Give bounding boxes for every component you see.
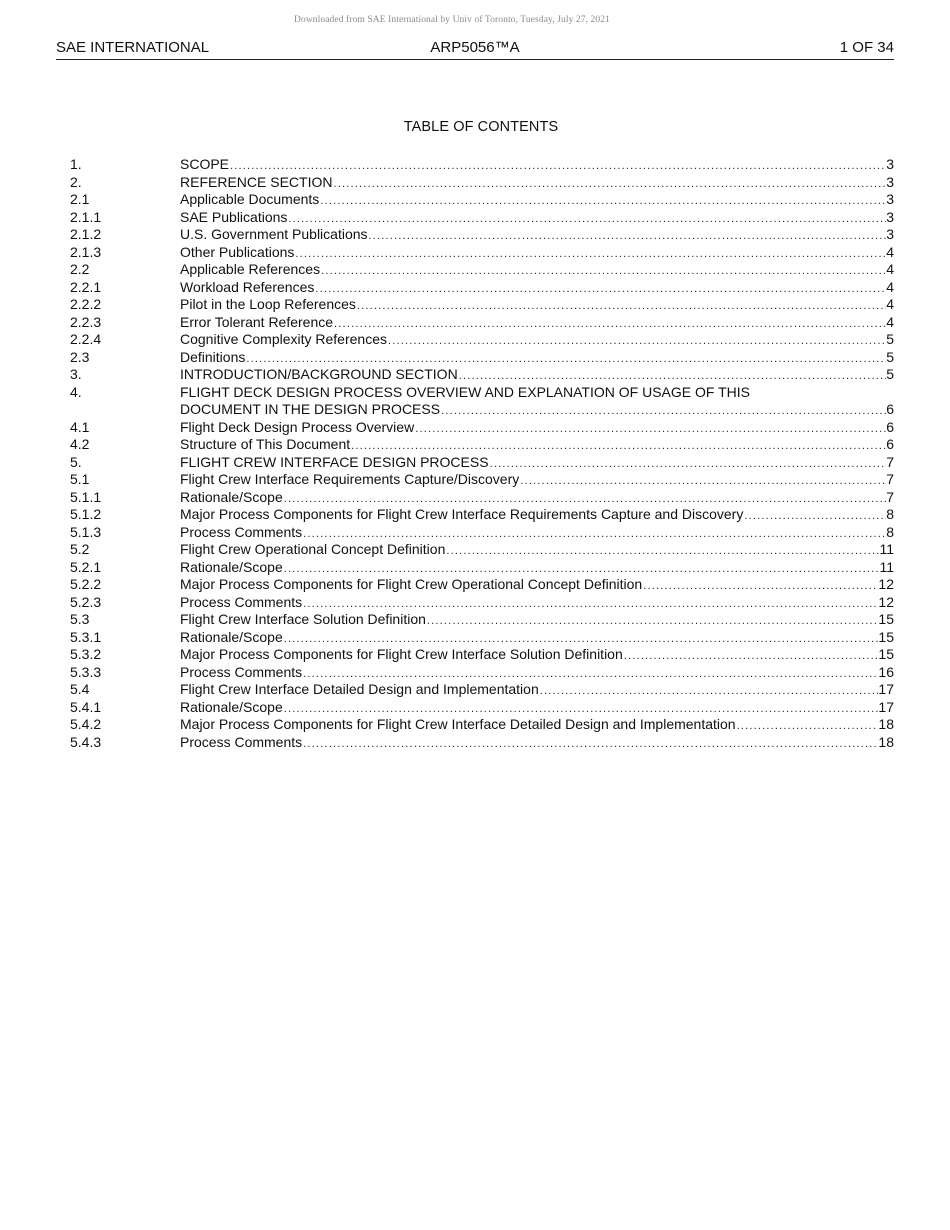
header-publisher: SAE INTERNATIONAL [56,39,210,56]
toc-entry-page: 4 [886,313,894,330]
toc-entry-number: 5.1.1 [70,488,102,505]
toc-entry-title: Error Tolerant Reference [180,313,334,330]
toc-entry-title: Rationale/Scope [180,628,283,645]
toc-entry-page: 3 [886,191,894,207]
toc-entry[interactable] [70,646,894,664]
toc-entry[interactable] [70,681,894,699]
toc-entry[interactable] [70,664,894,682]
toc-entry-page: 18 [878,716,894,732]
toc-entry-title: Process Comments [180,523,303,540]
toc-entry-page: 6 [886,436,894,452]
toc-entry[interactable] [70,384,894,419]
toc-entry-number: 4. [70,383,82,400]
toc-entry-number: 5.2.2 [70,576,102,592]
toc-entry-title: Flight Crew Interface Detailed Design and Implementation [180,681,539,697]
toc-entry-title: Flight Crew Operational Concept Definition [180,541,446,557]
toc-entry-page: 5 [886,331,894,347]
toc-entry-number: 5.1.3 [70,523,102,540]
toc-entry-number: 2.1.2 [70,226,102,242]
toc-entry-page: 3 [886,156,894,172]
toc-entry-number: 2.3 [70,348,90,365]
toc-entry-number: 5.2 [70,541,90,557]
toc-entry[interactable] [70,611,894,629]
toc-entry[interactable] [70,156,894,174]
toc-entry-title: Major Process Components for Flight Crew Interface Requirements Capture and Discovery [180,506,744,522]
toc-entry-number: 2.2.4 [70,331,102,347]
toc-entry-page: 18 [878,733,894,750]
toc-entry-page: 3 [886,208,894,225]
toc-entry-number: 3. [70,366,82,382]
toc-entry-title: Definitions [180,348,246,365]
toc-entry-title: Rationale/Scope [180,558,283,575]
toc-entry-page: 4 [886,278,894,295]
toc-entry-page: 6 [886,401,894,417]
toc-entry-body [180,734,894,754]
toc-entry[interactable] [70,419,894,437]
toc-entry-title: U.S. Government Publications [180,226,368,242]
toc-entry-page: 11 [879,558,894,575]
toc-entry-number: 2.1.3 [70,243,102,260]
toc-entry-number: 5.4.3 [70,733,102,750]
toc-entry-page: 16 [878,663,894,680]
toc-entry-page: 7 [886,453,894,470]
toc-entry-number: 5.2.1 [70,558,102,575]
toc-entry-number: 5.3.1 [70,628,102,645]
toc-entry-title: Flight Crew Interface Solution Definition [180,611,426,627]
toc-entry-title: Rationale/Scope [180,488,283,505]
toc-entry-page: 17 [878,681,894,697]
toc-entry[interactable] [70,366,894,384]
toc-entry-number: 5.3.2 [70,646,102,662]
toc-title: TABLE OF CONTENTS [403,119,559,135]
toc-entry[interactable] [70,594,894,612]
toc-entry[interactable] [70,261,894,279]
toc-entry[interactable] [70,489,894,507]
toc-entry[interactable] [70,349,894,367]
toc-entry-title: Major Process Components for Flight Crew Operational Concept Definition [180,576,643,592]
toc-entry[interactable] [70,716,894,734]
toc-entry-number: 5.1 [70,471,90,487]
toc-entry[interactable] [70,244,894,262]
toc-entry-title: Process Comments [180,663,303,680]
toc-entry-title: INTRODUCTION/BACKGROUND SECTION [180,366,458,382]
toc-entry-page: 17 [878,698,894,715]
toc-entry[interactable] [70,471,894,489]
toc-entry-number: 2.2.2 [70,296,102,312]
toc-entry-number: 1. [70,156,82,172]
toc-entry-page: 5 [886,348,894,365]
toc-entry-title-line1: FLIGHT DECK DESIGN PROCESS OVERVIEW AND EXPLANATION OF USAGE OF THIS [180,383,750,400]
toc-entry[interactable] [70,226,894,244]
toc-entry-page: 12 [878,576,894,592]
toc-entry-page: 15 [878,611,894,627]
toc-entry-title: Applicable Documents [180,191,320,207]
header-page-count: 1 OF 34 [839,39,894,56]
toc-entry-number: 2.1 [70,191,90,207]
toc-entry-title: SCOPE [180,156,230,172]
toc-entry-number: 2.2.1 [70,278,102,295]
toc-entry-page: 4 [886,243,894,260]
toc-entry[interactable] [70,576,894,594]
toc-entry[interactable] [70,296,894,314]
toc-entry-title: REFERENCE SECTION [180,173,333,190]
toc-entry-page: 8 [886,523,894,540]
toc-entry[interactable] [70,699,894,717]
toc-entry-number: 2. [70,173,82,190]
toc-entry-title: Process Comments [180,593,303,610]
toc-entry-title: Flight Deck Design Process Overview [180,418,415,435]
toc-entry-page: 6 [886,418,894,435]
toc-entry[interactable] [70,331,894,349]
toc-entry-title: Applicable References [180,261,321,277]
toc-entry[interactable] [70,559,894,577]
toc-entry-page: 4 [886,261,894,277]
toc-entry-title: Workload References [180,278,315,295]
toc-entry-title: Rationale/Scope [180,698,283,715]
toc-entry-page: 8 [886,506,894,522]
toc-entry[interactable] [70,734,894,752]
page-header [56,38,894,60]
toc-entry-page: 15 [878,646,894,662]
toc-entry-number: 5.3.3 [70,663,102,680]
toc-entry-page: 7 [886,471,894,487]
download-watermark: Downloaded from SAE International by Univ of Toronto, Tuesday, July 27, 2021 [294,15,610,25]
toc-entry-page: 12 [878,593,894,610]
toc-entry-title: Other Publications [180,243,295,260]
toc-entry-title: Pilot in the Loop References [180,296,356,312]
toc-entry-number: 2.2.3 [70,313,102,330]
toc-entry-title: Flight Crew Interface Requirements Capture/Discovery [180,471,520,487]
toc-entry-number: 2.2 [70,261,90,277]
toc-entry[interactable] [70,209,894,227]
toc-entry[interactable] [70,506,894,524]
toc-entry-page: 15 [878,628,894,645]
toc-entry-page: 4 [886,296,894,312]
toc-entry[interactable] [70,191,894,209]
toc-entry-title: Major Process Components for Flight Crew Interface Detailed Design and Implementation [180,716,736,732]
toc-entry[interactable] [70,629,894,647]
toc-entry-number: 5.4.1 [70,698,102,715]
toc-entry-number: 5.1.2 [70,506,102,522]
toc-entry[interactable] [70,279,894,297]
toc-entry-page: 5 [886,366,894,382]
toc-entry-number: 5. [70,453,82,470]
toc-entry-body [180,384,894,421]
toc-entry-number: 5.4 [70,681,90,697]
toc-entry-title: Process Comments [180,733,303,750]
toc-entry[interactable] [70,174,894,192]
toc-entry-number: 5.4.2 [70,716,102,732]
header-document-id: ARP5056™A [430,39,520,56]
toc-entry[interactable] [70,524,894,542]
toc-entry-title: DOCUMENT IN THE DESIGN PROCESS [180,401,441,417]
toc-entry-title: Major Process Components for Flight Crew Interface Solution Definition [180,646,623,662]
toc-entry-title: Structure of This Document [180,436,351,452]
toc-entry[interactable] [70,541,894,559]
toc-entry-page: 11 [879,541,894,557]
toc-entry-number: 5.2.3 [70,593,102,610]
table-of-contents [70,156,894,751]
toc-entry-number: 4.2 [70,436,90,452]
toc-entry[interactable] [70,454,894,472]
toc-dot-leader [302,736,878,754]
toc-entry-page: 3 [886,226,894,242]
toc-entry-title: FLIGHT CREW INTERFACE DESIGN PROCESS [180,453,489,470]
toc-entry-number: 4.1 [70,418,90,435]
toc-entry-page: 7 [886,488,894,505]
toc-entry-title: Cognitive Complexity References [180,331,387,347]
toc-entry[interactable] [70,314,894,332]
toc-entry-number: 2.1.1 [70,208,102,225]
toc-entry-page: 3 [886,173,894,190]
toc-entry[interactable] [70,436,894,454]
toc-entry-title: SAE Publications [180,208,288,225]
toc-entry-number: 5.3 [70,611,90,627]
